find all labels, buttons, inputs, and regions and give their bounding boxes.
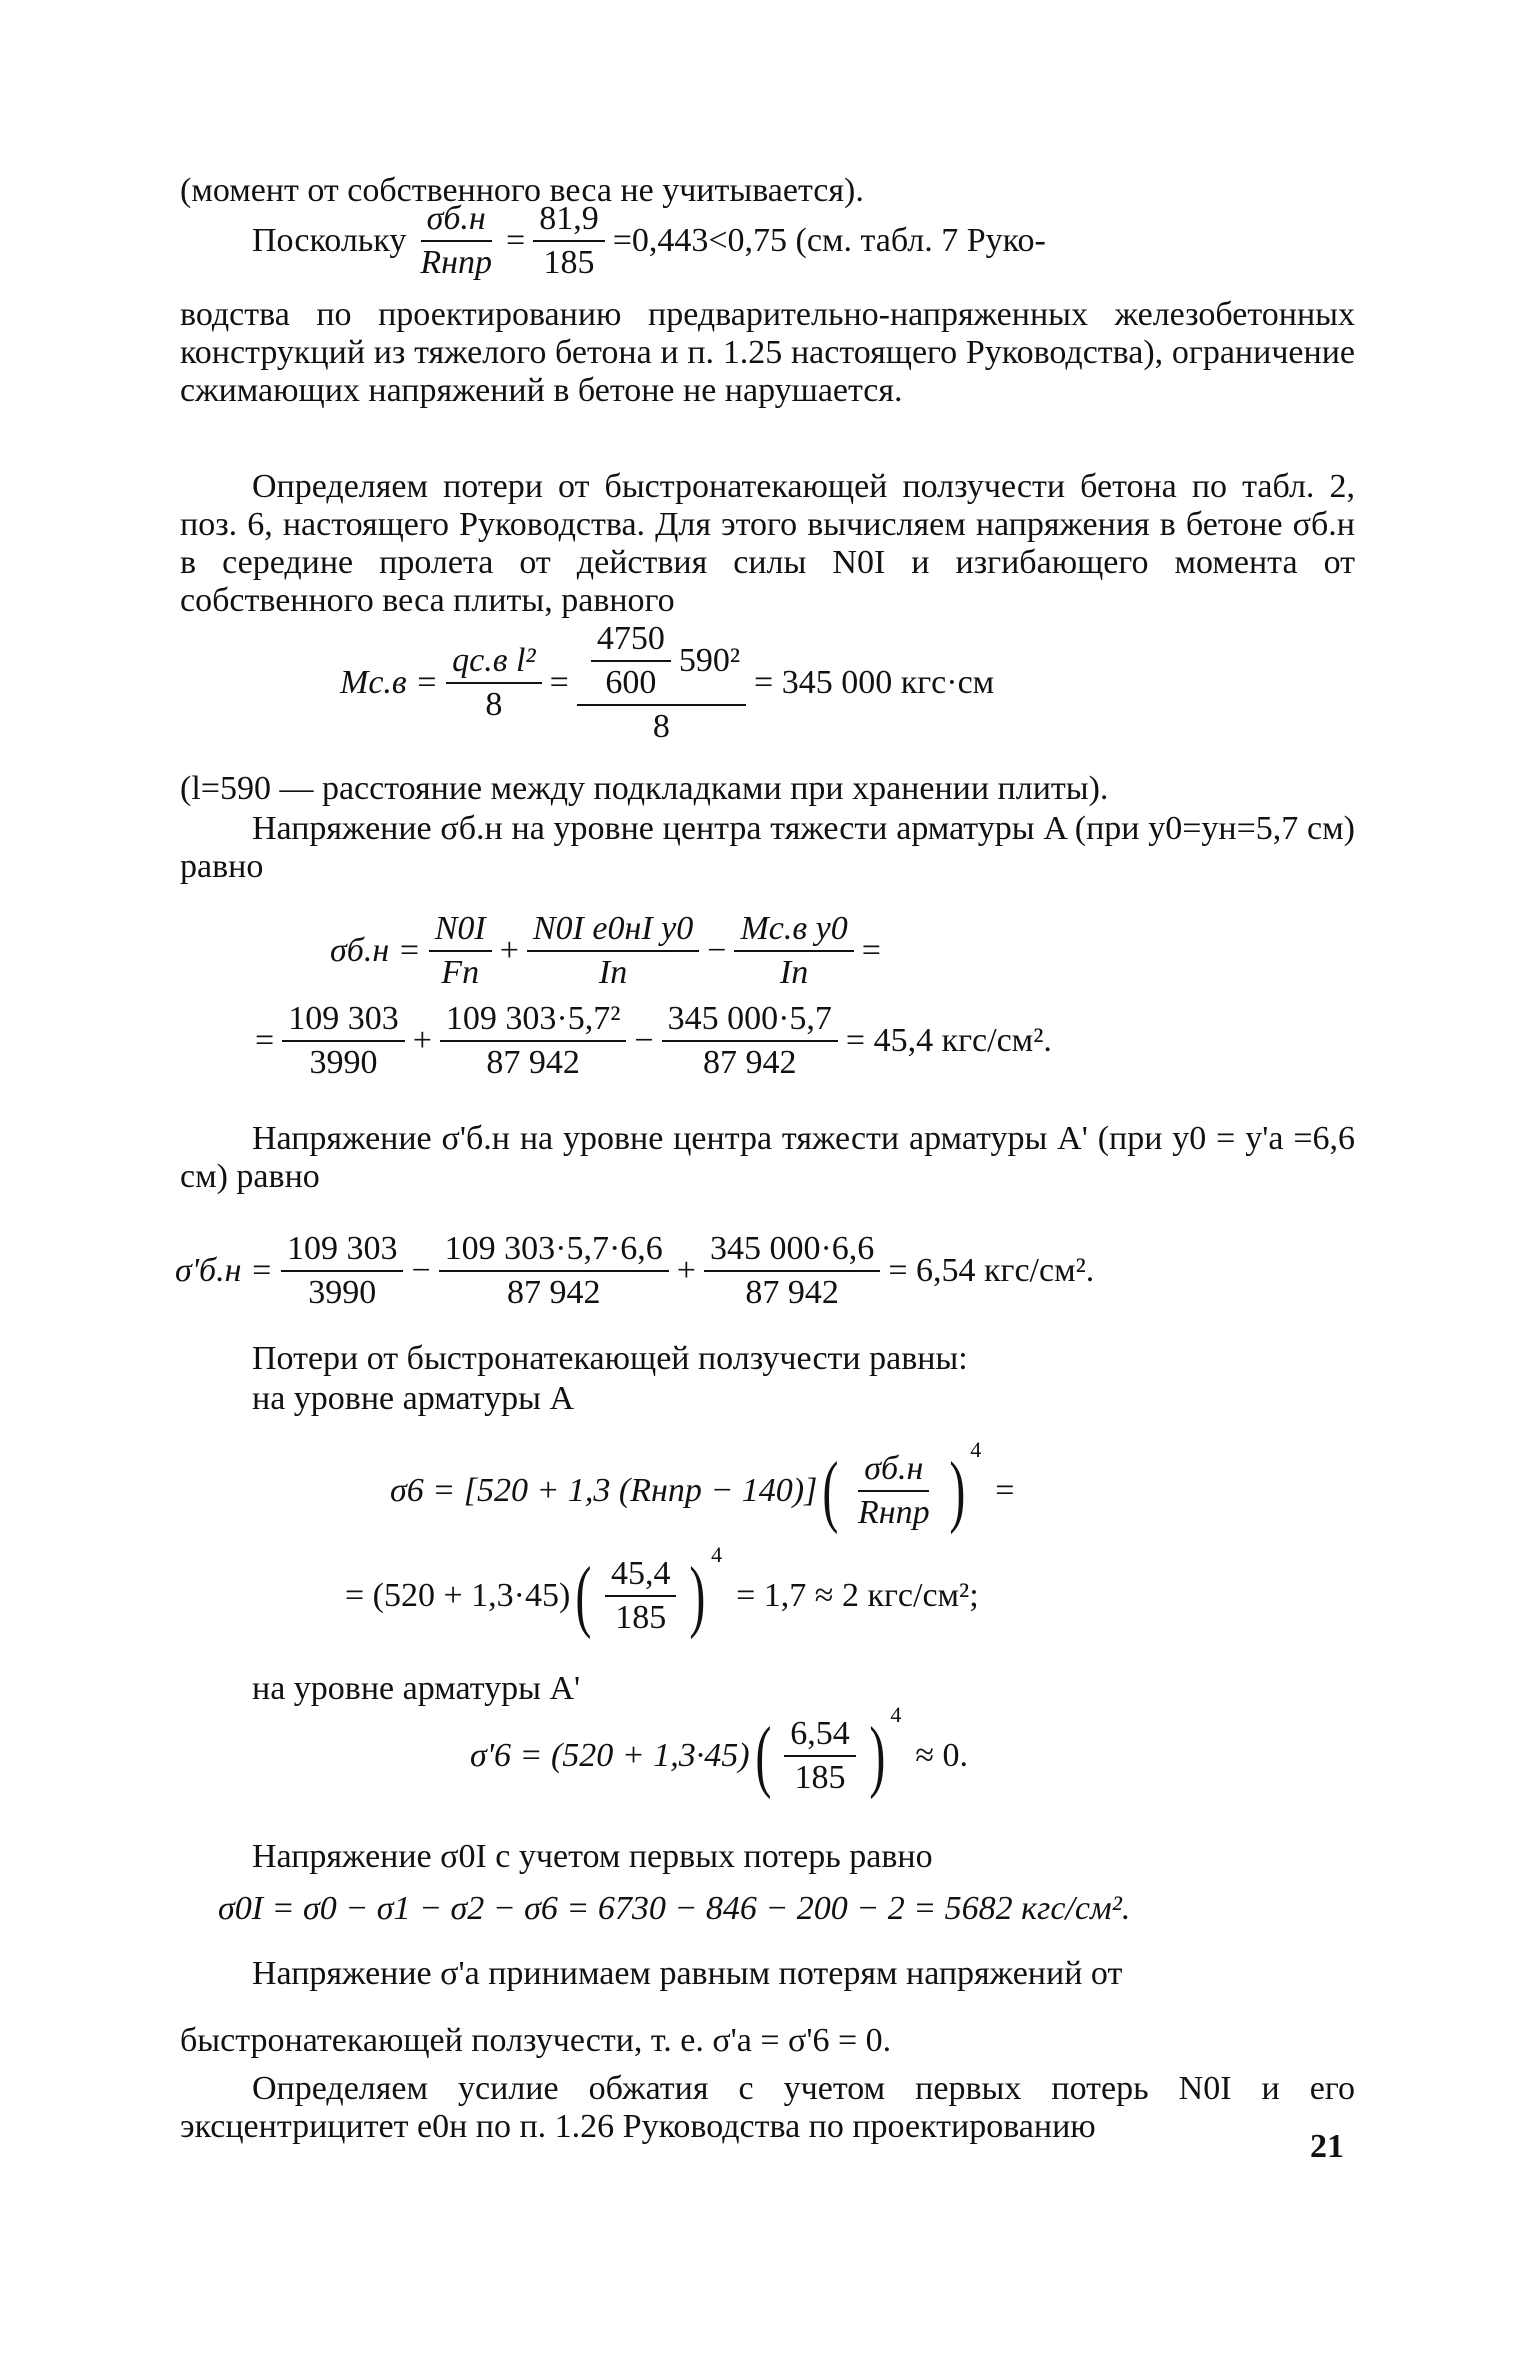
span-squared: 590²: [678, 642, 741, 679]
fraction-m-y-over-i: [734, 910, 853, 992]
creep-a-result: = 1,7 ≈ 2 кгс/см²;: [736, 1577, 979, 1614]
fraction-numerator: 109 303: [281, 1230, 404, 1272]
fraction-numerator: 6,54: [784, 1715, 856, 1757]
equation-sigma-values: [255, 1000, 1052, 1082]
equation-creep-a-values: = (520 + 1,3·45) ( $\frac{45,4}{185}$ ) 4 = 1,7 ≈ 2 кгс/см²;: [345, 1542, 979, 1640]
fraction-numerator: 81,9: [533, 200, 605, 242]
plus-sign: +: [412, 1022, 432, 1059]
sigma-01-equation: σ0I = σ0 − σ1 − σ2 − σ6 = 6730 − 846 − 200 − 2 = 5682 кгс/см².: [218, 1890, 1131, 1927]
fraction-value-3: [662, 1000, 838, 1082]
page-number: 21: [1310, 2128, 1344, 2165]
creep-prime-result: ≈ 0.: [915, 1737, 969, 1774]
fraction-value-1: [281, 1230, 404, 1312]
paragraph-9b: быстронатекающей ползучести, т. е. σ'а = σ'6 = 0.: [180, 2022, 892, 2059]
equation-creep-a-prime: σ'6 = (520 + 1,3·45) ( $\frac{6,54}{185}$ ) 4 ≈ 0.: [470, 1702, 969, 1800]
paragraph-4: Напряжение σб.н на уровне центра тяжести арматуры A (при y0=yн=5,7 см) равно: [180, 810, 1355, 885]
fraction-numerator: 109 303: [282, 1000, 405, 1042]
minus-sign: −: [411, 1252, 431, 1289]
paren-open: (: [754, 1712, 771, 1800]
equation-creep-a: σ6 = [520 + 1,3 (Rнпр − 140)] ( $\frac{\sigma б.н}{\text{Rнпр}}$ ) 4 =: [390, 1437, 1015, 1535]
fraction-numerator: 345 000·5,7: [662, 1000, 838, 1042]
paragraph-6b: на уровне арматуры A: [252, 1380, 575, 1417]
text-poskolku: Поскольку: [252, 222, 407, 259]
paragraph-2: Определяем потери от быстронатекающей ползучести бетона по табл. 2, поз. 6, настоящего Руководства. Для этого вычисляем напряжения в бетоне σб.н в середине пролета от действия силы N0I и изгибающего момента от собственного веса плиты, равного: [180, 468, 1355, 619]
equation-moment: [340, 620, 994, 746]
creep-lhs: σ6 = [520 + 1,3 (Rнпр − 140)]: [390, 1472, 818, 1509]
equals-sign: =: [549, 664, 569, 701]
fraction-45-185: [605, 1555, 677, 1637]
fraction-numerator: [577, 620, 746, 706]
fraction-numerator: N0I e0нI y0: [527, 910, 699, 952]
fraction-denominator: 8: [485, 686, 503, 723]
fraction-denominator: 8: [652, 708, 670, 745]
fraction-value-2: [439, 1230, 669, 1312]
equals-sign: =: [995, 1472, 1015, 1509]
paragraph-6a: Потери от быстронатекающей ползучести равны:: [252, 1340, 968, 1377]
equals-sign: =: [506, 222, 526, 259]
paren-close: ): [689, 1552, 706, 1640]
paragraph-8: Напряжение σ0I с учетом первых потерь равно: [252, 1838, 933, 1875]
fraction-numerator: σб.н: [421, 200, 492, 242]
sigma-result: = 45,4 кгс/см².: [845, 1022, 1052, 1059]
fraction-denominator: Iп: [779, 954, 809, 991]
moment-result: = 345 000 кгс·см: [754, 664, 995, 701]
equals-sign: =: [861, 932, 881, 969]
paragraph-3: (l=590 — расстояние между подкладками при хранении плиты).: [180, 770, 1109, 807]
fraction-denominator: 87 942: [745, 1274, 839, 1311]
fraction-numerator: Mс.в y0: [734, 910, 853, 952]
paragraph-7: на уровне арматуры A': [252, 1670, 581, 1707]
equals-sign: =: [255, 1022, 275, 1059]
sigma-prime-lhs: σ'б.н =: [175, 1252, 273, 1289]
sigma-lhs: σб.н =: [330, 932, 421, 969]
fraction-sigma-over-r: [852, 1450, 936, 1532]
fraction-value-3: [704, 1230, 880, 1312]
fraction-denominator: 3990: [308, 1274, 377, 1311]
fraction-denominator: 185: [615, 1599, 667, 1636]
equation-sigma-general: [330, 910, 881, 992]
paragraph-10: Определяем усилие обжатия с учетом первых потерь N0I и его эксцентрицитет e0н по п. 1.26 Руководства по проектированию: [180, 2070, 1355, 2145]
minus-sign: −: [634, 1022, 654, 1059]
fraction-numerator: σб.н: [858, 1450, 929, 1492]
fraction-n-e-y-over-i: [527, 910, 699, 992]
fraction-denominator: Rнпр: [420, 244, 492, 281]
paragraph-9a: Напряжение σ'а принимаем равным потерям напряжений от: [252, 1955, 1123, 1992]
equation-sigma-01: [218, 1890, 1130, 1928]
paren-open: (: [575, 1552, 592, 1640]
fraction-n-over-f: [429, 910, 492, 992]
fraction-inner: [591, 620, 671, 702]
fraction-value-1: [282, 1000, 405, 1082]
ratio-result: =0,443<0,75 (см. табл. 7 Руко-: [612, 222, 1046, 259]
fraction-numerator: 109 303·5,7·6,6: [439, 1230, 669, 1272]
fraction-values: [533, 200, 605, 282]
text-line-1: (момент от собственного веса не учитывается).: [180, 172, 864, 209]
fraction-q-l2: [446, 642, 542, 724]
fraction-denominator: 3990: [309, 1044, 378, 1081]
sigma-prime-result: = 6,54 кгс/см².: [888, 1252, 1095, 1289]
plus-sign: +: [499, 932, 519, 969]
fraction-numerator: N0I: [429, 910, 492, 952]
fraction-numerator: 4750: [591, 620, 671, 662]
equation-sigma-prime: [175, 1230, 1094, 1312]
fraction-denominator: 185: [794, 1759, 846, 1796]
fraction-denominator: 87 942: [506, 1274, 601, 1311]
fraction-numerator: 45,4: [605, 1555, 677, 1597]
fraction-numerator: 345 000·6,6: [704, 1230, 880, 1272]
creep-values-lhs: = (520 + 1,3·45): [345, 1577, 571, 1614]
paragraph-1-rest: водства по проектированию предварительно-напряженных железобетонных конструкций из тяжелого бетона и п. 1.25 настоящего Руководства), ограничение сжимающих напряжений в бетоне не нарушается.: [180, 296, 1355, 409]
fraction-denominator: Fп: [441, 954, 480, 991]
fraction-denominator: 600: [605, 664, 657, 701]
moment-lhs: Mс.в =: [340, 664, 439, 701]
fraction-654-185: [784, 1715, 856, 1797]
fraction-numerator: qс.в l²: [446, 642, 542, 684]
fraction-denominator: Iп: [598, 954, 628, 991]
creep-prime-lhs: σ'6 = (520 + 1,3·45): [470, 1737, 750, 1774]
fraction-denominator: Rнпр: [857, 1494, 930, 1531]
paragraph-5: Напряжение σ'б.н на уровне центра тяжести арматуры A' (при y0 = y'а =6,6 см) равно: [180, 1120, 1355, 1195]
fraction-denominator: 185: [543, 244, 595, 281]
plus-sign: +: [676, 1252, 696, 1289]
minus-sign: −: [707, 932, 727, 969]
equation-ratio: [252, 200, 1046, 282]
fraction-denominator: 87 942: [702, 1044, 797, 1081]
fraction-denominator: 87 942: [486, 1044, 580, 1081]
fraction-numerator: 109 303·5,7²: [440, 1000, 627, 1042]
paren-close: ): [948, 1447, 965, 1535]
fraction-value-2: [440, 1000, 627, 1082]
fraction-moment-values: [577, 620, 746, 746]
fraction-sigma-over-r: [414, 200, 498, 282]
paren-close: ): [869, 1712, 886, 1800]
paren-open: (: [822, 1447, 839, 1535]
